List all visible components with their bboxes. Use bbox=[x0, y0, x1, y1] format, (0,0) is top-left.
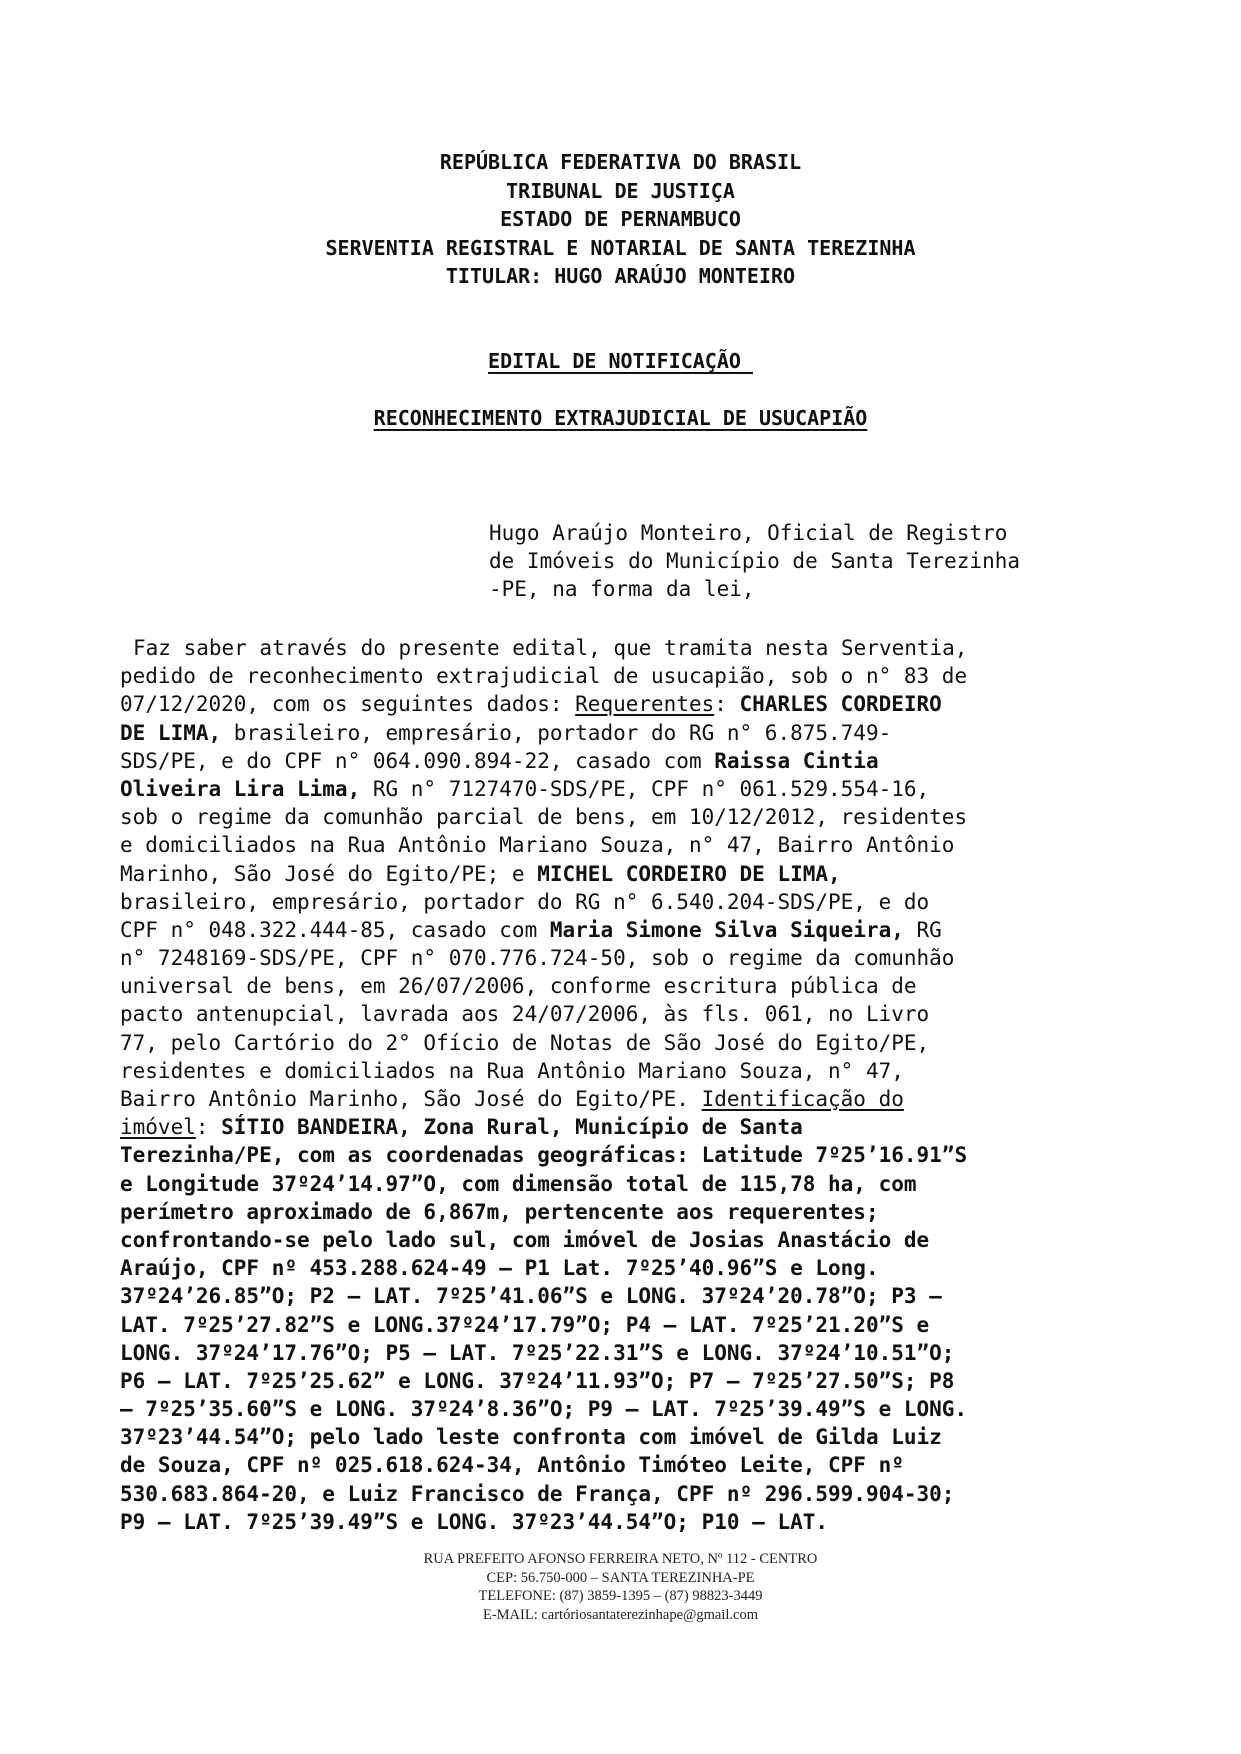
property-description: perímetro aproximado de 6,867m, pertencente aos requerentes; bbox=[120, 1199, 879, 1224]
body-line bbox=[120, 1282, 1123, 1310]
body-text-span: Bairro Antônio Marinho, São José do Egito/PE. bbox=[120, 1087, 702, 1111]
body-text-span: pedido de reconhecimento extrajudicial de usucapião, sob o n° 83 de bbox=[120, 664, 968, 689]
body-line bbox=[120, 1480, 1123, 1508]
header-line-estado: ESTADO DE PERNAMBUCO bbox=[500, 207, 741, 231]
body-line bbox=[120, 634, 1123, 662]
body-line bbox=[120, 1113, 1123, 1141]
body-line bbox=[120, 1311, 1123, 1339]
document-footer bbox=[0, 1550, 1241, 1624]
header-line-serventia: SERVENTIA REGISTRAL E NOTARIAL DE SANTA TEREZINHA bbox=[325, 235, 916, 260]
footer-cep: CEP: 56.750-000 – SANTA TEREZINHA-PE bbox=[486, 1569, 755, 1586]
intro-line: Hugo Araújo Monteiro, Oficial de Registro bbox=[489, 521, 1008, 545]
reconhecimento-title-block bbox=[0, 404, 1241, 432]
body-line bbox=[120, 1254, 1123, 1282]
body-text-span: Faz saber através do presente edital, que tramita nesta Serventia, bbox=[133, 636, 968, 660]
body-line bbox=[120, 1226, 1123, 1254]
body-line bbox=[120, 1508, 1123, 1536]
property-description: SÍTIO BANDEIRA, Zona Rural, Município de Santa bbox=[221, 1115, 803, 1140]
property-description: P9 – LAT. 7º25’39.49”S e LONG. 37º23’44.54”O; P10 – LAT. bbox=[120, 1509, 829, 1534]
property-description: LAT. 7º25’27.82”S e LONG.37º24’17.79”O; P4 – LAT. 7º25’21.20”S e bbox=[120, 1312, 930, 1337]
body-text-span: residentes e domiciliados na Rua Antônio Mariano Souza, n° 47, bbox=[120, 1058, 904, 1083]
footer-email: E-MAIL: cartóriosantaterezinhape@gmail.com bbox=[482, 1606, 759, 1623]
body-text-span: : bbox=[714, 692, 740, 717]
property-description: confrontando-se pelo lado sul, com imóvel de Josias Anastácio de bbox=[120, 1227, 930, 1252]
edital-title: EDITAL DE NOTIFICAÇÃO bbox=[488, 349, 753, 373]
property-description: e Longitude 37º24’14.97”O, com dimensão total de 115,78 ha, com bbox=[120, 1171, 917, 1196]
property-description: Araújo, CPF nº 453.288.624-49 – P1 Lat. 7º25’40.96”S e Long. bbox=[120, 1256, 879, 1281]
body-text-span: pacto antenupcial, lavrada aos 24/07/2006, às fls. 061, no Livro bbox=[120, 1002, 930, 1027]
requerente-name: CHARLES CORDEIRO bbox=[739, 692, 942, 717]
body-line bbox=[120, 831, 1123, 859]
body-line bbox=[120, 1141, 1123, 1169]
body-text-span: sob o regime da comunhão parcial de bens, em 10/12/2012, residentes bbox=[120, 805, 968, 830]
identificacao-label: Identificação do bbox=[701, 1087, 904, 1111]
body-line bbox=[120, 972, 1123, 1000]
body-line bbox=[120, 747, 1123, 775]
body-line bbox=[120, 1423, 1123, 1451]
document-header bbox=[0, 148, 1241, 291]
body-text-span: e domiciliados na Rua Antônio Mariano Souza, n° 47, Bairro Antônio bbox=[120, 833, 955, 858]
body-line bbox=[120, 1057, 1123, 1085]
reconhecimento-title: RECONHECIMENTO EXTRAJUDICIAL DE USUCAPIÃO bbox=[373, 406, 868, 430]
imovel-label: imóvel bbox=[120, 1115, 196, 1140]
body-text-span: Marinho, São José do Egito/PE; e bbox=[120, 861, 538, 886]
spouse-name: Maria Simone Silva Siqueira, bbox=[549, 917, 904, 942]
property-description: 530.683.864-20, e Luiz Francisco de França, CPF nº 296.599.904-30; bbox=[120, 1481, 955, 1506]
body-text-span: universal de bens, em 26/07/2006, conforme escritura pública de bbox=[120, 974, 917, 999]
spouse-name: Oliveira Lira Lima, bbox=[120, 776, 361, 801]
body-line bbox=[120, 719, 1123, 747]
body-line bbox=[120, 1339, 1123, 1367]
body-line bbox=[120, 1170, 1123, 1198]
body-line bbox=[120, 860, 1123, 888]
property-description: P6 – LAT. 7º25’25.62” e LONG. 37º24’11.93”O; P7 – 7º25’27.50”S; P8 bbox=[120, 1368, 955, 1393]
body-line bbox=[120, 803, 1123, 831]
body-line bbox=[120, 1029, 1123, 1057]
spouse-name: Raissa Cintia bbox=[714, 748, 879, 773]
body-text-span: 77, pelo Cartório do 2° Ofício de Notas de São José do Egito/PE, bbox=[120, 1030, 930, 1055]
footer-address: RUA PREFEITO AFONSO FERREIRA NETO, Nº 112 - CENTRO bbox=[423, 1551, 818, 1567]
body-line bbox=[120, 944, 1123, 972]
requerente-name: MICHEL CORDEIRO DE LIMA, bbox=[537, 861, 841, 886]
intro-line: de Imóveis do Município de Santa Terezinha bbox=[489, 549, 1021, 573]
body-line bbox=[120, 775, 1123, 803]
body-text-span: n° 7248169-SDS/PE, CPF n° 070.776.724-50, sob o regime da comunhão bbox=[120, 946, 955, 971]
body-line bbox=[120, 916, 1123, 944]
body-line bbox=[120, 1085, 1123, 1113]
body-line bbox=[120, 1395, 1123, 1423]
body-text-span: CPF n° 048.322.444-85, casado com bbox=[120, 917, 550, 942]
body-line bbox=[120, 888, 1123, 916]
header-line-tribunal: TRIBUNAL DE JUSTIÇA bbox=[506, 178, 735, 203]
property-description: 37º23’44.54”O; pelo lado leste confronta com imóvel de Gilda Luiz bbox=[120, 1425, 942, 1450]
requerente-name: DE LIMA, bbox=[120, 720, 222, 745]
intro-paragraph bbox=[489, 519, 1123, 603]
body-line bbox=[120, 690, 1123, 718]
body-line bbox=[120, 1000, 1123, 1028]
body-text-span: brasileiro, empresário, portador do RG n° 6.875.749- bbox=[221, 720, 892, 745]
body-text-span: : bbox=[195, 1115, 222, 1140]
body-text-span: 07/12/2020, com os seguintes dados: bbox=[120, 692, 576, 717]
property-description: LONG. 37º24’17.76”O; P5 – LAT. 7º25’22.31”S e LONG. 37º24’10.51”O; bbox=[120, 1340, 955, 1365]
requerentes-label: Requerentes bbox=[575, 692, 715, 717]
body-line bbox=[120, 1367, 1123, 1395]
body-text-span: SDS/PE, e do CPF n° 064.090.894-22, casado com bbox=[120, 748, 715, 773]
property-description: Terezinha/PE, com as coordenadas geográficas: Latitude 7º25’16.91”S bbox=[120, 1143, 968, 1168]
edital-title-block bbox=[0, 347, 1241, 375]
property-description: 37º24’26.85”O; P2 – LAT. 7º25’41.06”S e LONG. 37º24’20.78”O; P3 – bbox=[120, 1284, 942, 1309]
body-text-span: brasileiro, empresário, portador do RG n° 6.540.204-SDS/PE, e do bbox=[120, 889, 930, 914]
property-description: – 7º25’35.60”S e LONG. 37º24’8.36”O; P9 – LAT. 7º25’39.49”S e LONG. bbox=[120, 1397, 968, 1422]
body-line bbox=[120, 1198, 1123, 1226]
body-line bbox=[120, 1451, 1123, 1479]
body-text-span: RG bbox=[903, 917, 942, 942]
header-line-republica: REPÚBLICA FEDERATIVA DO BRASIL bbox=[439, 150, 802, 174]
footer-phone: TELEFONE: (87) 3859-1395 – (87) 98823-3449 bbox=[478, 1588, 763, 1604]
property-description: de Souza, CPF nº 025.618.624-34, Antônio Timóteo Leite, CPF nº bbox=[120, 1453, 904, 1478]
intro-line: -PE, na forma da lei, bbox=[489, 577, 755, 601]
body-paragraph bbox=[120, 634, 1123, 1536]
body-line bbox=[120, 662, 1123, 690]
header-line-titular: TITULAR: HUGO ARAÚJO MONTEIRO bbox=[445, 264, 796, 288]
body-text-span: RG n° 7127470-SDS/PE, CPF n° 061.529.554-16, bbox=[360, 776, 930, 801]
